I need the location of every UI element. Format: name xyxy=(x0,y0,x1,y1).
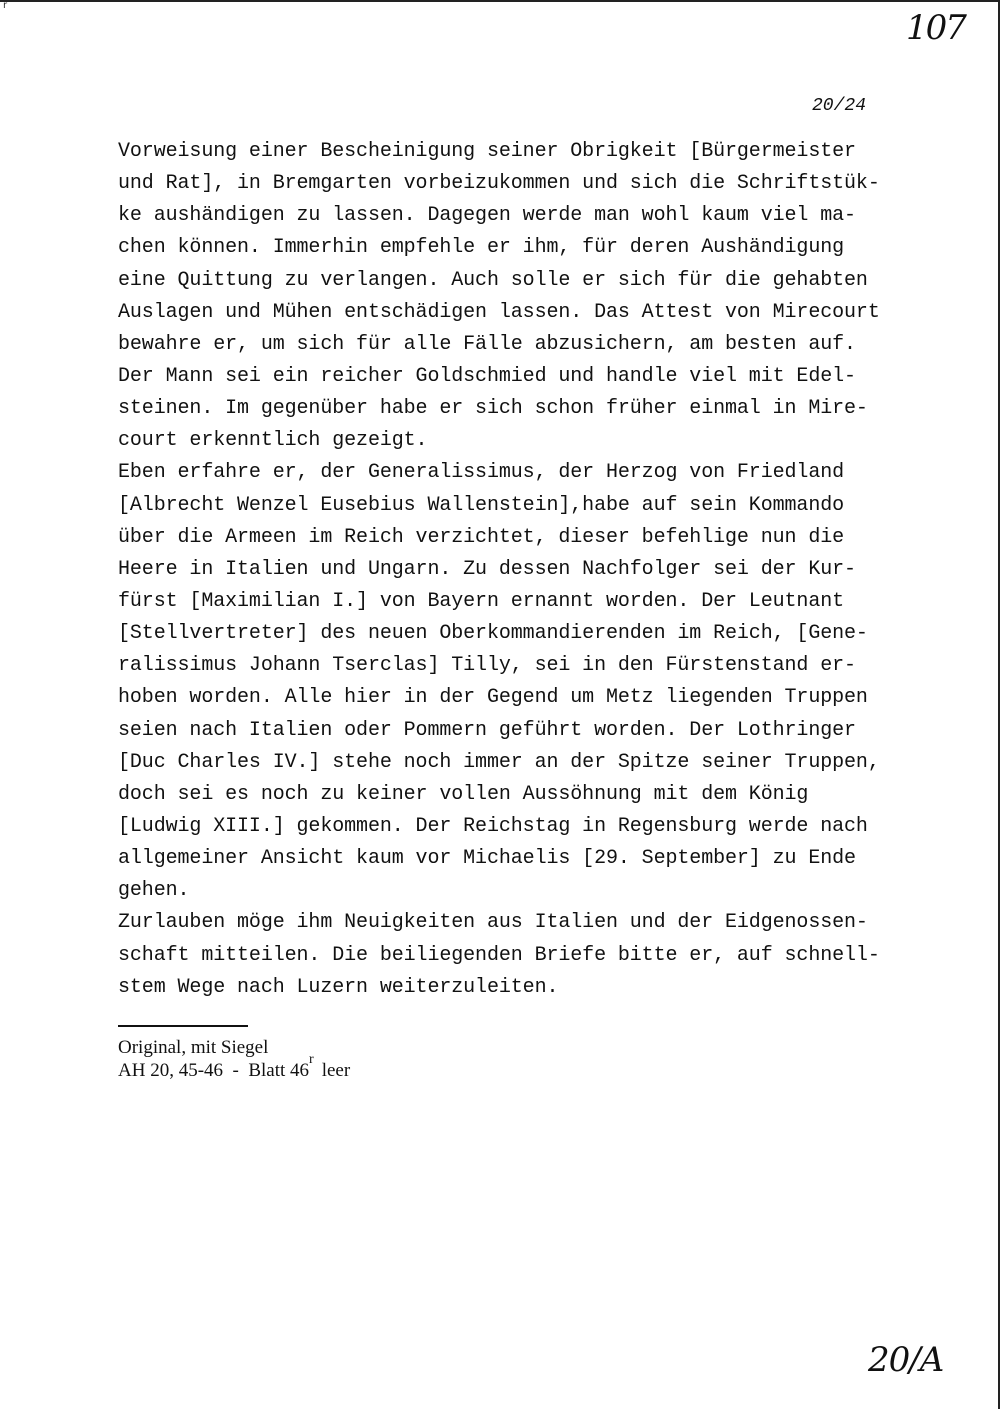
note-reference-prefix: AH 20, 45-46 - Blatt 46 xyxy=(118,1060,310,1081)
text-line: Zurlauben möge ihm Neuigkeiten aus Italien und der Eidgenossen- xyxy=(118,911,868,935)
text-line: [Duc Charles IV.] stehe noch immer an der Spitze seiner Truppen, xyxy=(118,750,880,774)
text-line: über die Armeen im Reich verzichtet, dieser befehlige nun die xyxy=(118,525,845,549)
text-line: Vorweisung einer Bescheinigung seiner Obrigkeit [Bürgermeister xyxy=(118,140,856,163)
note-reference-suffix: leer xyxy=(321,1060,351,1081)
text-line: [Stellvertreter] des neuen Oberkommandierenden im Reich, [Gene- xyxy=(118,622,868,646)
text-line: stem Wege nach Luzern weiterzuleiten. xyxy=(118,975,559,999)
page-number: 20/24 xyxy=(812,96,867,116)
handwritten-page-mark: 20/A xyxy=(868,1340,944,1380)
note-reference xyxy=(118,1052,351,1084)
text-line: Eben erfahre er, der Generalissimus, der Herzog von Friedland xyxy=(118,461,845,485)
text-line: und Rat], in Bremgarten vorbeizukommen und sich die Schriftstük- xyxy=(118,172,880,196)
text-line: chen können. Immerhin empfehle er ihm, für deren Aushändigung xyxy=(118,236,845,260)
note-original: Original, mit Siegel xyxy=(118,1037,269,1058)
text-line: [Ludwig XIII.] gekommen. Der Reichstag in Regensburg werde nach xyxy=(118,814,868,838)
text-line: Heere in Italien und Ungarn. Zu dessen Nachfolger sei der Kur- xyxy=(118,557,856,581)
text-line: [Albrecht Wenzel Eusebius Wallenstein],habe auf sein Kommando xyxy=(118,493,845,517)
body-text xyxy=(118,136,918,1004)
text-line: gehen. xyxy=(118,879,190,903)
text-line: court erkenntlich gezeigt. xyxy=(118,429,428,453)
text-line: hoben worden. Alle hier in der Gegend um Metz liegenden Truppen xyxy=(118,686,868,710)
note-reference-superscript: r xyxy=(309,1052,314,1067)
text-line: allgemeiner Ansicht kaum vor Michaelis [29. September] zu Ende xyxy=(118,847,856,871)
scan-edge-top xyxy=(0,0,1000,2)
footnote-rule xyxy=(118,1025,248,1027)
source-notes xyxy=(118,1036,350,1084)
text-line: fürst [Maximilian I.] von Bayern ernannt worden. Der Leutnant xyxy=(118,589,845,613)
text-line: bewahre er, um sich für alle Fälle abzusichern, am besten auf. xyxy=(118,332,856,356)
text-line: Auslagen und Mühen entschädigen lassen. Das Attest von Mirecourt xyxy=(118,300,880,324)
text-line: eine Quittung zu verlangen. Auch solle er sich für die gehabten xyxy=(118,268,868,292)
text-line: Der Mann sei ein reicher Goldschmied und handle viel mit Edel- xyxy=(118,364,856,388)
text-line: ke aushändigen zu lassen. Dagegen werde man wohl kaum viel ma- xyxy=(118,204,856,228)
text-line: ralissimus Johann Tserclas] Tilly, sei in den Fürstenstand er- xyxy=(118,654,856,678)
handwritten-folio-number: 107 xyxy=(906,8,965,48)
text-line: doch sei es noch zu keiner vollen Aussöhnung mit dem König xyxy=(118,782,809,806)
text-line: steinen. Im gegenüber habe er sich schon früher einmal in Mire- xyxy=(118,397,868,421)
corner-mark: r xyxy=(3,0,8,11)
text-line: schaft mitteilen. Die beiliegenden Briefe bitte er, auf schnell- xyxy=(118,943,880,967)
text-line: seien nach Italien oder Pommern geführt worden. Der Lothringer xyxy=(118,718,856,742)
